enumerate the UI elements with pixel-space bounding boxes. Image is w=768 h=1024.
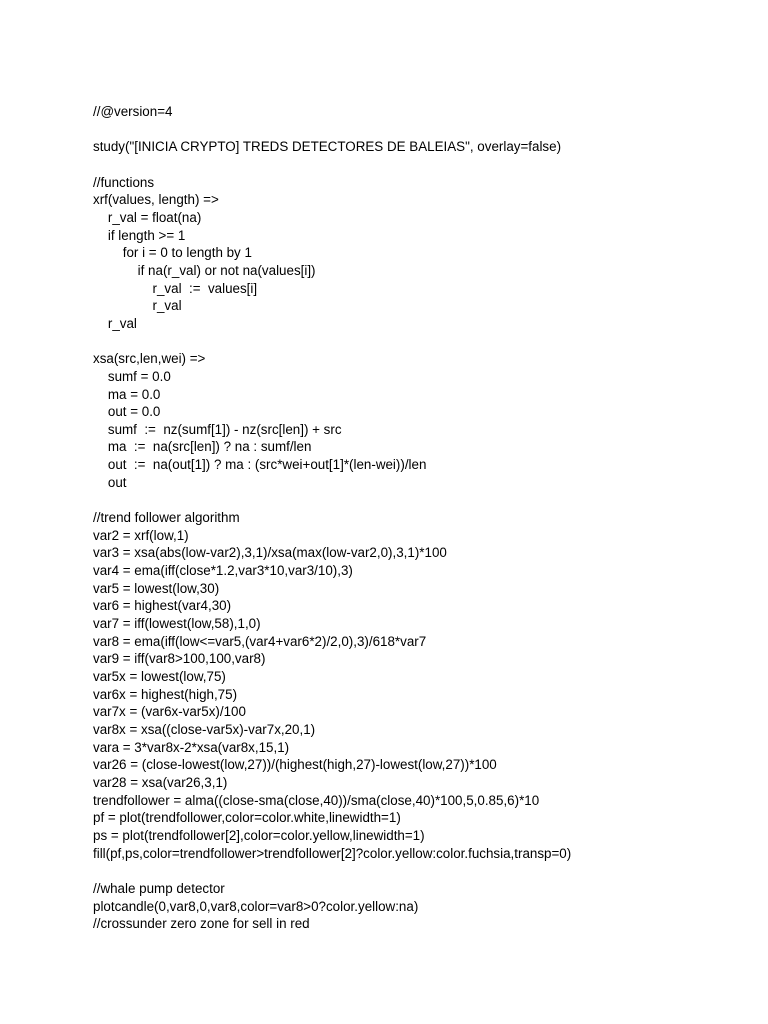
code-line: r_val = float(na) — [93, 209, 202, 225]
code-line: for i = 0 to length by 1 — [93, 245, 252, 261]
blank-line — [93, 156, 571, 174]
code-line: var8x = xsa((close-var5x)-var7x,20,1) — [93, 721, 316, 737]
code-line: out := na(out[1]) ? ma : (src*wei+out[1]*(len-wei))/len — [93, 457, 427, 473]
code-line: ma = 0.0 — [93, 386, 161, 402]
code-listing — [93, 103, 571, 933]
code-line: xrf(values, length) => — [93, 192, 219, 208]
blank-line — [93, 121, 571, 139]
code-line: trendfollower = alma((close-sma(close,40))/sma(close,40)*100,5,0.85,6)*10 — [93, 792, 540, 808]
code-line: var26 = (close-lowest(low,27))/(highest(high,27)-lowest(low,27))*100 — [93, 757, 497, 773]
code-line: out — [93, 474, 127, 490]
code-line: var7 = iff(lowest(low,58),1,0) — [93, 616, 261, 632]
code-line: study("[INICIA CRYPTO] TREDS DETECTORES DE BALEIAS", overlay=false) — [93, 139, 562, 155]
code-line: if length >= 1 — [93, 227, 186, 243]
code-line: //functions — [93, 174, 155, 190]
code-line: //@version=4 — [93, 104, 173, 119]
code-line: var4 = ema(iff(close*1.2,var3*10,var3/10),3) — [93, 563, 353, 579]
code-line: sumf = 0.0 — [93, 368, 171, 384]
blank-line — [93, 862, 571, 880]
blank-line — [93, 491, 571, 509]
code-line: ma := na(src[len]) ? na : sumf/len — [93, 439, 312, 455]
code-line: sumf := nz(sumf[1]) - nz(src[len]) + src — [93, 421, 342, 437]
code-line: r_val — [93, 298, 182, 314]
code-line: var2 = xrf(low,1) — [93, 527, 189, 543]
code-line: var6 = highest(var4,30) — [93, 598, 232, 614]
code-line: var6x = highest(high,75) — [93, 686, 238, 702]
code-line: out = 0.0 — [93, 404, 161, 420]
code-line: //crossunder zero zone for sell in red — [93, 916, 310, 932]
code-line: var5x = lowest(low,75) — [93, 669, 226, 684]
code-line: xsa(src,len,wei) => — [93, 351, 206, 367]
code-line: //trend follower algorithm — [93, 510, 240, 526]
code-line: pf = plot(trendfollower,color=color.white,linewidth=1) — [93, 810, 401, 826]
code-line: //whale pump detector — [93, 880, 225, 896]
code-line: vara = 3*var8x-2*xsa(var8x,15,1) — [93, 739, 290, 755]
code-line: var28 = xsa(var26,3,1) — [93, 774, 228, 790]
code-line: ps = plot(trendfollower[2],color=color.yellow,linewidth=1) — [93, 827, 425, 843]
code-line: r_val := values[i] — [93, 280, 258, 296]
code-line: var7x = (var6x-var5x)/100 — [93, 704, 246, 720]
code-line: plotcandle(0,var8,0,var8,color=var8>0?color.yellow:na) — [93, 898, 419, 914]
code-line: if na(r_val) or not na(values[i]) — [93, 262, 316, 278]
code-line: var3 = xsa(abs(low-var2),3,1)/xsa(max(low-var2,0),3,1)*100 — [93, 545, 447, 561]
blank-line — [93, 333, 571, 351]
code-line: var5 = lowest(low,30) — [93, 580, 220, 596]
code-line: fill(pf,ps,color=trendfollower>trendfollower[2]?color.yellow:color.fuchsia,transp=0) — [93, 845, 572, 861]
code-line: var8 = ema(iff(low<=var5,(var4+var6*2)/2,0),3)/618*var7 — [93, 633, 427, 649]
code-line: r_val — [93, 315, 137, 331]
code-line: var9 = iff(var8>100,100,var8) — [93, 651, 266, 667]
